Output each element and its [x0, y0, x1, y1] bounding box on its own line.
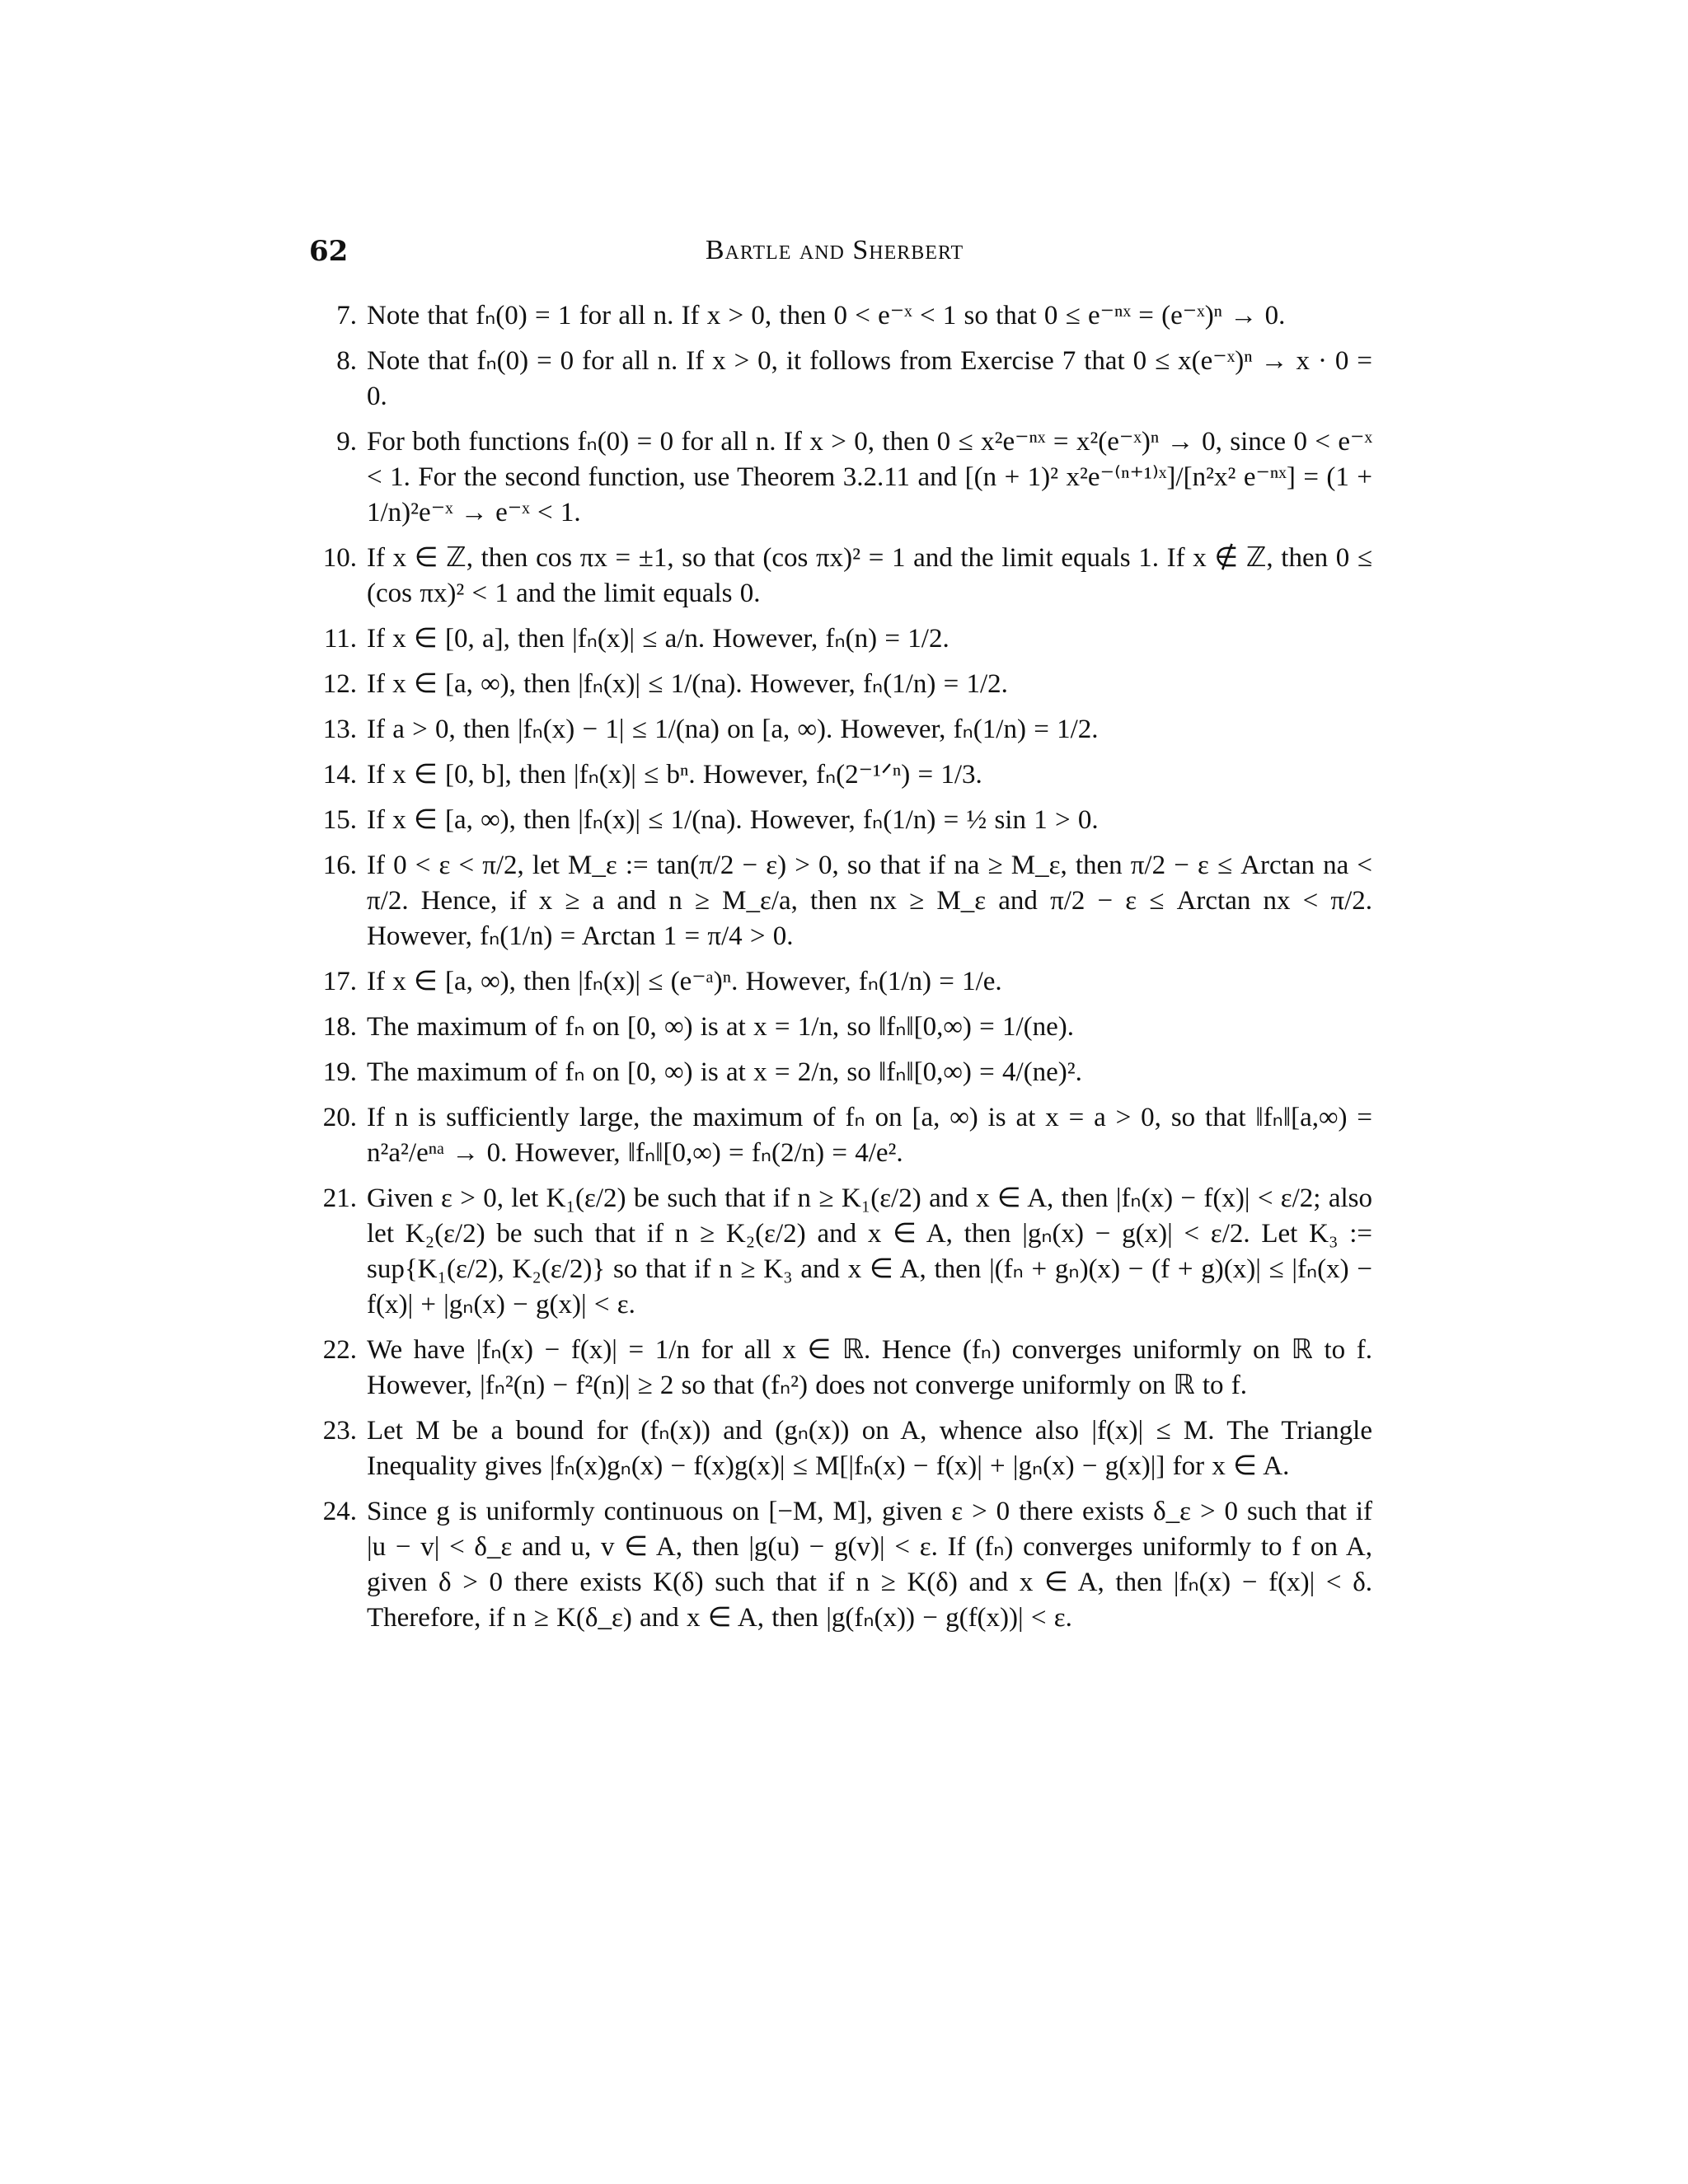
solution-text: For both functions fₙ(0) = 0 for all n. If x > 0, then 0 ≤ x²e⁻ⁿˣ = x²(e⁻ˣ)ⁿ → 0, since 0 < e⁻ˣ < 1. For the second function, use Theorem 3.2.11 and [(n + 1)² x²e⁻⁽ⁿ⁺¹⁾ˣ]/[n²x² e⁻ⁿˣ] = (1 + 1/n)²e⁻ˣ → e⁻ˣ < 1. [367, 427, 1372, 527]
solution-item [309, 298, 1372, 334]
solution-item [309, 667, 1372, 702]
solution-text: If x ∈ [0, a], then |fₙ(x)| ≤ a/n. However, fₙ(n) = 1/2. [367, 624, 950, 654]
solution-item [309, 1100, 1372, 1171]
solution-number: 11. [323, 624, 357, 654]
solution-item [309, 757, 1372, 793]
solutions-list [309, 298, 1372, 1646]
solution-number: 14. [322, 760, 357, 790]
solution-item [309, 541, 1372, 612]
solution-item [309, 1494, 1372, 1636]
solution-text: Note that fₙ(0) = 0 for all n. If x > 0, it follows from Exercise 7 that 0 ≤ x(e⁻ˣ)ⁿ → x · 0 = 0. [367, 346, 1372, 411]
solution-text: The maximum of fₙ on [0, ∞) is at x = 1/n, so ‖fₙ‖[0,∞) = 1/(ne). [367, 1012, 1075, 1042]
solution-item [309, 964, 1372, 1000]
solution-number: 18. [322, 1012, 357, 1042]
solution-item [309, 344, 1372, 415]
solution-number: 15. [322, 805, 357, 835]
solution-item [309, 1055, 1372, 1090]
solution-number: 21. [322, 1183, 357, 1213]
solution-text: The maximum of fₙ on [0, ∞) is at x = 2/n, so ‖fₙ‖[0,∞) = 4/(ne)². [367, 1057, 1082, 1087]
solution-number: 12. [322, 669, 357, 699]
solution-number: 13. [322, 715, 357, 744]
solution-text: If 0 < ε < π/2, let M_ε := tan(π/2 − ε) > 0, so that if na ≥ M_ε, then π/2 − ε ≤ Arctan na < π/2. Hence, if x ≥ a and n ≥ M_ε/a, then nx ≥ M_ε and π/2 − ε ≤ Arctan nx < π/2. However, fₙ(1/n) = Arctan 1 = π/4 > 0. [367, 851, 1372, 951]
solution-text: Since g is uniformly continuous on [−M, M], given ε > 0 there exists δ_ε > 0 such that if |u − v| < δ_ε and u, v ∈ A, then |g(u) − g(v)| < ε. If (fₙ) converges uniformly to f on A, given δ > 0 there exists K(δ) such that if n ≥ K(δ) and x ∈ A, then |fₙ(x) − f(x)| < δ. Therefore, if n ≥ K(δ_ε) and x ∈ A, then |g(fₙ(x)) − g(f(x))| < ε. [367, 1497, 1372, 1633]
solution-number: 17. [322, 967, 357, 996]
solution-text: If x ∈ ℤ, then cos πx = ±1, so that (cos πx)² = 1 and the limit equals 1. If x ∉ ℤ, then 0 ≤ (cos πx)² < 1 and the limit equals 0. [367, 543, 1372, 608]
solution-text: We have |fₙ(x) − f(x)| = 1/n for all x ∈ ℝ. Hence (fₙ) converges uniformly on ℝ to f. However, |fₙ²(n) − f²(n)| ≥ 2 so that (fₙ²) does not converge uniformly on ℝ to f. [367, 1335, 1372, 1400]
solution-text: If n is sufficiently large, the maximum of fₙ on [a, ∞) is at x = a > 0, so that ‖fₙ‖[a,∞) = n²a²/eⁿᵃ → 0. However, ‖fₙ‖[0,∞) = fₙ(2/n) = 4/e². [367, 1103, 1372, 1168]
solution-item [309, 1413, 1372, 1484]
solution-text: Note that fₙ(0) = 1 for all n. If x > 0, then 0 < e⁻ˣ < 1 so that 0 ≤ e⁻ⁿˣ = (e⁻ˣ)ⁿ → 0. [367, 301, 1286, 330]
solution-item [309, 1010, 1372, 1045]
solution-text: If x ∈ [a, ∞), then |fₙ(x)| ≤ 1/(na). However, fₙ(1/n) = ½ sin 1 > 0. [367, 805, 1099, 835]
solution-item [309, 1333, 1372, 1404]
solution-number: 19. [322, 1057, 357, 1087]
solution-number: 20. [322, 1103, 357, 1132]
solution-item [309, 712, 1372, 748]
running-head: Bartle and Sherbert [705, 235, 964, 265]
solution-number: 22. [322, 1335, 357, 1365]
solution-text: If a > 0, then |fₙ(x) − 1| ≤ 1/(na) on [a, ∞). However, fₙ(1/n) = 1/2. [367, 715, 1099, 744]
solution-number: 7. [336, 301, 357, 330]
page-header [309, 235, 1360, 276]
solution-text: Let M be a bound for (fₙ(x)) and (gₙ(x)) on A, whence also |f(x)| ≤ M. The Triangle Inequality gives |fₙ(x)gₙ(x) − f(x)g(x)| ≤ M[|fₙ(x) − f(x)| + |gₙ(x) − g(x)|] for x ∈ A. [367, 1416, 1372, 1481]
solution-number: 10. [322, 543, 357, 573]
solution-item [309, 848, 1372, 954]
solution-text: If x ∈ [0, b], then |fₙ(x)| ≤ bⁿ. However, fₙ(2⁻¹ᐟⁿ) = 1/3. [367, 760, 982, 790]
solution-text: Given ε > 0, let K₁(ε/2) be such that if n ≥ K₁(ε/2) and x ∈ A, then |fₙ(x) − f(x)| < ε/2; also let K₂(ε/2) be such that if n ≥ K₂(ε/2) and x ∈ A, then |gₙ(x) − g(x)| < ε/2. Let K₃ := sup{K₁(ε/2), K₂(ε/2)} so that if n ≥ K₃ and x ∈ A, then |(fₙ + gₙ)(x) − (f + g)(x)| ≤ |fₙ(x) − f(x)| + |gₙ(x) − g(x)| < ε. [367, 1183, 1372, 1319]
solution-number: 9. [336, 427, 357, 457]
page-number: 62 [309, 235, 349, 268]
solution-number: 24. [322, 1497, 357, 1526]
solution-number: 16. [322, 851, 357, 880]
solution-text: If x ∈ [a, ∞), then |fₙ(x)| ≤ 1/(na). However, fₙ(1/n) = 1/2. [367, 669, 1008, 699]
solution-number: 8. [336, 346, 357, 376]
solution-item [309, 621, 1372, 657]
solution-number: 23. [322, 1416, 357, 1446]
solution-text: If x ∈ [a, ∞), then |fₙ(x)| ≤ (e⁻ᵃ)ⁿ. However, fₙ(1/n) = 1/e. [367, 967, 1002, 996]
solution-item [309, 803, 1372, 838]
solution-item [309, 1181, 1372, 1323]
solution-item [309, 424, 1372, 531]
